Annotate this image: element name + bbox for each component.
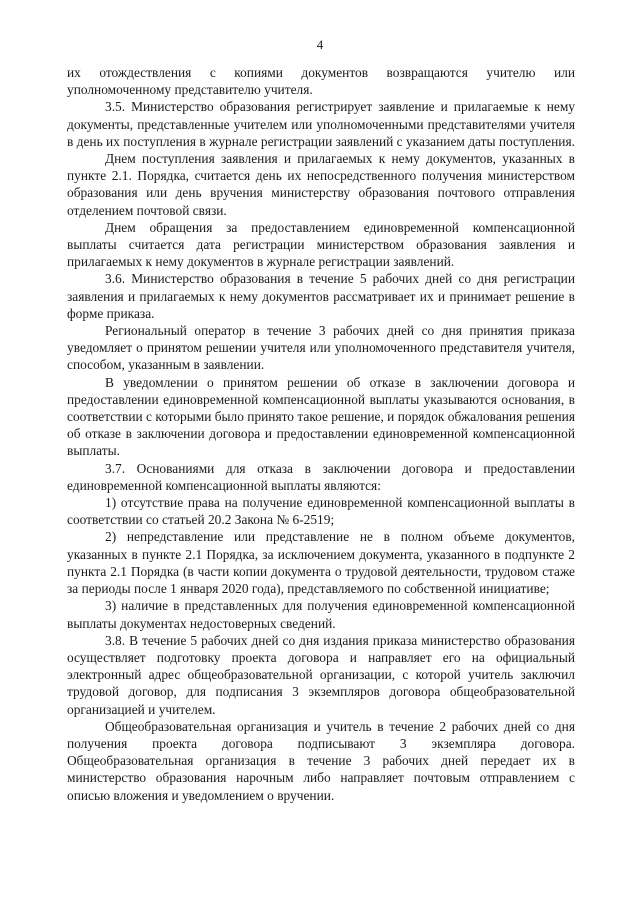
document-body xyxy=(67,64,575,804)
paragraph-3-7: 3.7. Основаниями для отказа в заключении договора и предоставлении единовременной компенсационной выплаты являются: xyxy=(67,460,575,493)
list-item-2: 2) непредставление или представление не в полном объеме документов, указанных в пункте 2.1 Порядка, за исключением документа, указанного в подпункте 2 пункта 2.1 Порядка (в части копии документа о трудовой деятельности, трудовом стаже за периоды после 1 января 2020 года), представляемого по собственной инициативе; xyxy=(67,529,575,597)
paragraph-application-date: Днем обращения за предоставлением единовременной компенсационной выплаты считается дата регистрации министерством образования заявления и прилагаемых к нему документов в журнале регистрации заявлений. xyxy=(67,219,575,270)
page-number: 4 xyxy=(316,37,324,52)
paragraph-3-6: 3.6. Министерство образования в течение 5 рабочих дней со дня регистрации заявления и прилагаемых к нему документов рассматривает их и принимает решение в форме приказа. xyxy=(67,271,575,321)
paragraph-receipt-date: Днем поступления заявления и прилагаемых к нему документов, указанных в пункте 2.1. Порядка, считается день их непосредственного получения министерством образования или день вручения министерству образования почтового отправления отделением почтовой связи. xyxy=(67,151,575,218)
paragraph-3-5: 3.5. Министерство образования регистрирует заявление и прилагаемые к нему документы, представленные учителем или уполномоченными представителями учителя в день их поступления в журнале регистрации заявлений с указанием даты поступления. xyxy=(67,99,575,149)
list-item-3: 3) наличие в представленных для получения единовременной компенсационной выплаты документах недостоверных сведений. xyxy=(67,598,575,631)
list-item-1: 1) отсутствие права на получение единовременной компенсационной выплаты в соответствии со статьей 20.2 Закона № 6-2519; xyxy=(67,495,575,528)
paragraph-continuation: их отождествления с копиями документов возвращаются учителю или уполномоченному представителю учителя. xyxy=(67,65,575,98)
paragraph-refusal-notice: В уведомлении о принятом решении об отказе в заключении договора и предоставлении единовременной компенсационной выплаты указываются основания, в соответствии с которыми было принято такое решение, и порядок обжалования решения об отказе в заключении договора и предоставлении единовременной компенсационной выплаты. xyxy=(67,374,575,459)
paragraph-regional-operator: Региональный оператор в течение 3 рабочих дней со дня принятия приказа уведомляет о принятом решении учителя или уполномоченного представителя учителя, способом, указанным в заявлении. xyxy=(67,323,575,373)
paragraph-signing: Общеобразовательная организация и учитель в течение 2 рабочих дней со дня получения проекта договора подписывают 3 экземпляра договора. Общеобразовательная организация в течение 3 рабочих дней передает их в министерство образования нарочным либо направляет почтовым отправлением с описью вложения и уведомлением о вручении. xyxy=(67,718,575,803)
paragraph-3-8: 3.8. В течение 5 рабочих дней со дня издания приказа министерство образования осуществляет подготовку проекта договора и направляет его на официальный электронный адрес общеобразовательной организации, с которой учитель заключил трудовой договор, для подписания 3 экземпляров договора общеобразовательной организацией и учителем. xyxy=(67,632,575,717)
